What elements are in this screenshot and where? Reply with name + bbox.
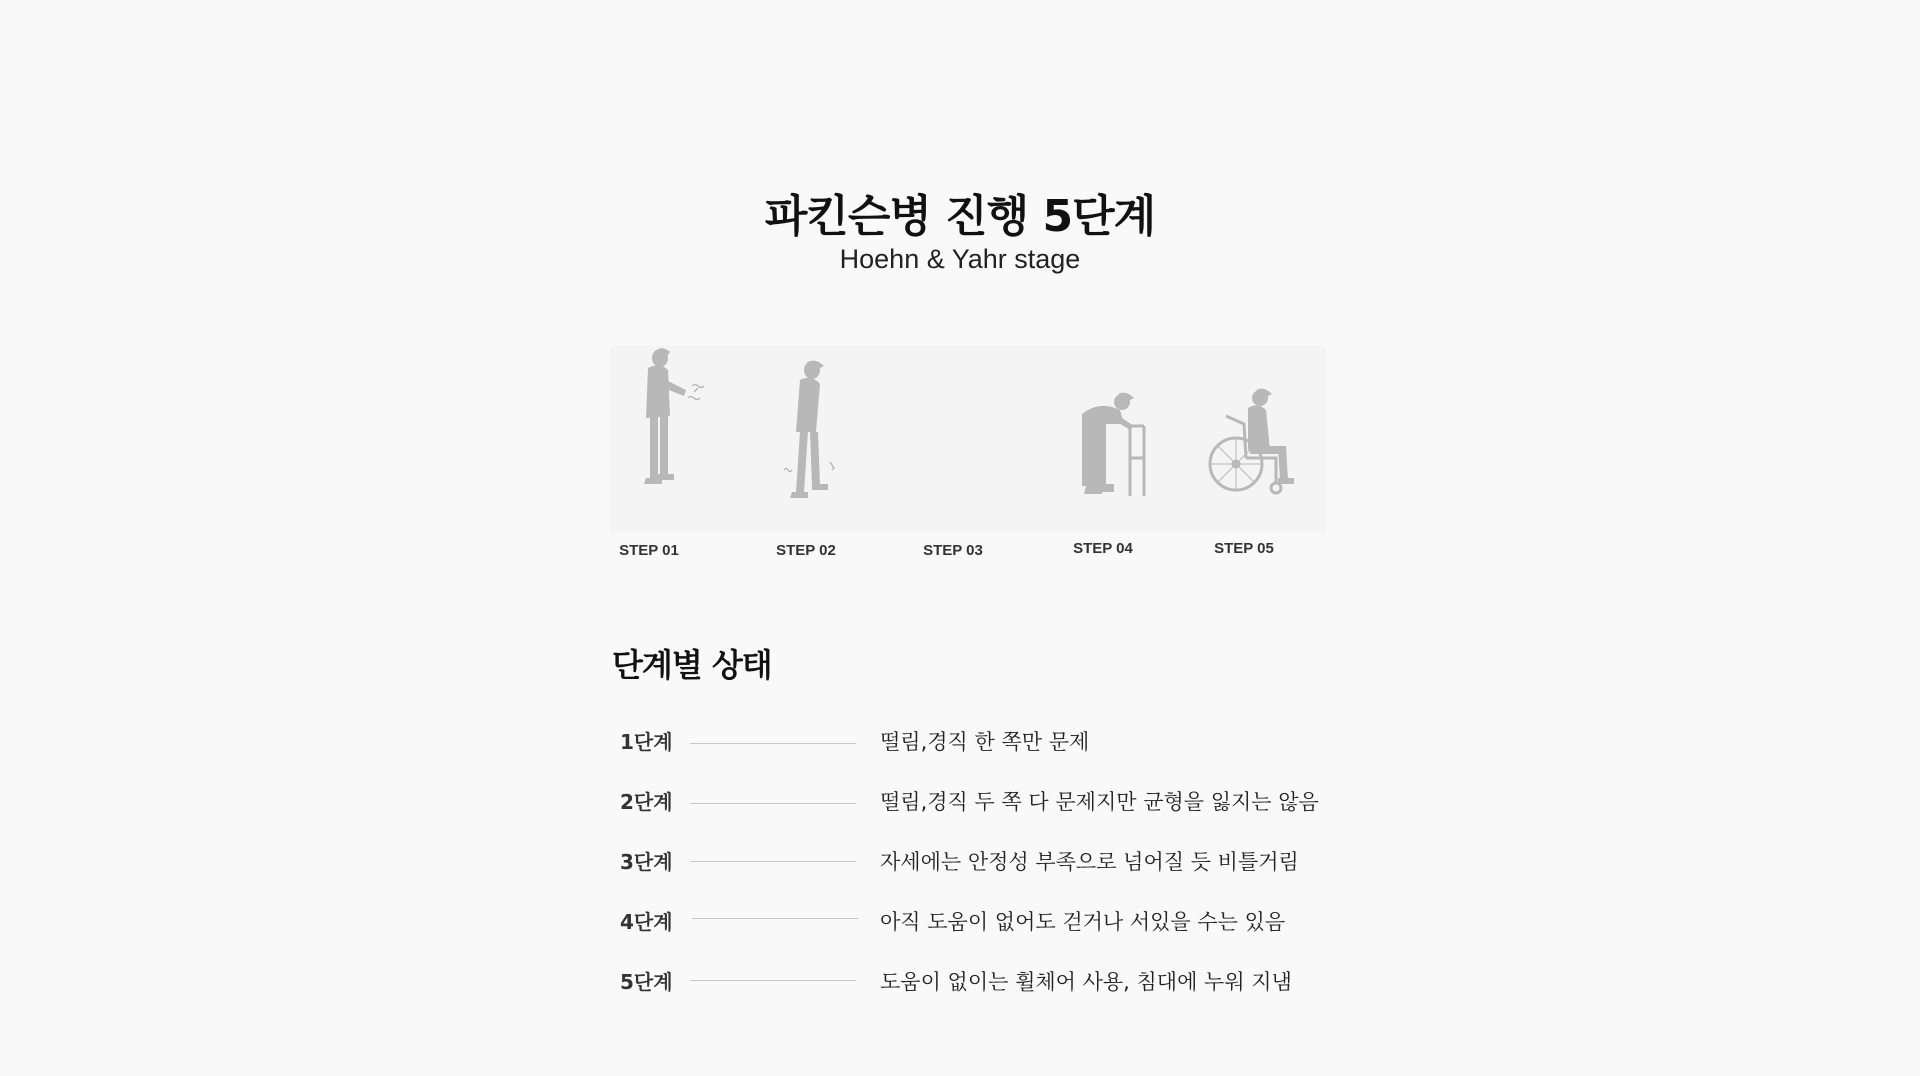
walking-tremor-figure-icon (758, 346, 888, 532)
step-label-04: STEP 04 (1073, 540, 1133, 557)
step-04-figure (1054, 346, 1184, 532)
step-label-05: STEP 05 (1214, 540, 1274, 557)
row-divider-line (690, 861, 856, 862)
row-divider-line (692, 918, 858, 919)
step-label-02: STEP 02 (776, 542, 836, 559)
row-description: 떨림,경직 한 쪽만 문제 (880, 730, 1090, 754)
wheelchair-figure-icon (1196, 346, 1326, 532)
row-divider-line (690, 803, 856, 804)
status-row (612, 898, 1332, 938)
row-divider-line (690, 743, 856, 744)
status-row (612, 838, 1332, 878)
step-05-figure (1196, 346, 1326, 532)
step-02-figure (758, 346, 888, 532)
row-stage-label: 3단계 (620, 850, 673, 874)
walker-figure-icon (1054, 346, 1184, 532)
stage-figures-panel (610, 346, 1326, 532)
status-row (612, 778, 1332, 818)
page-subtitle: Hoehn & Yahr stage (839, 244, 1081, 274)
step-01-figure (610, 346, 740, 532)
step-label-01: STEP 01 (619, 542, 679, 559)
row-stage-label: 4단계 (620, 910, 673, 934)
status-row (612, 958, 1332, 998)
step-label-03: STEP 03 (923, 542, 983, 559)
standing-tremor-figure-icon (610, 346, 740, 532)
row-stage-label: 2단계 (620, 790, 673, 814)
row-description: 아직 도움이 없어도 걷거나 서있을 수는 있음 (880, 910, 1286, 934)
row-stage-label: 1단계 (620, 730, 673, 754)
page-title: 파킨슨병 진행 5단계 (764, 191, 1156, 242)
status-row (612, 718, 1332, 758)
row-description: 도움이 없이는 휠체어 사용, 침대에 누워 지냄 (880, 970, 1292, 994)
row-description: 자세에는 안정성 부족으로 넘어질 듯 비틀거림 (880, 850, 1299, 874)
row-description: 떨림,경직 두 쪽 다 문제지만 균형을 잃지는 않음 (880, 790, 1319, 814)
row-stage-label: 5단계 (620, 970, 673, 994)
row-divider-line (690, 980, 856, 981)
status-section-title: 단계별 상태 (612, 646, 772, 684)
